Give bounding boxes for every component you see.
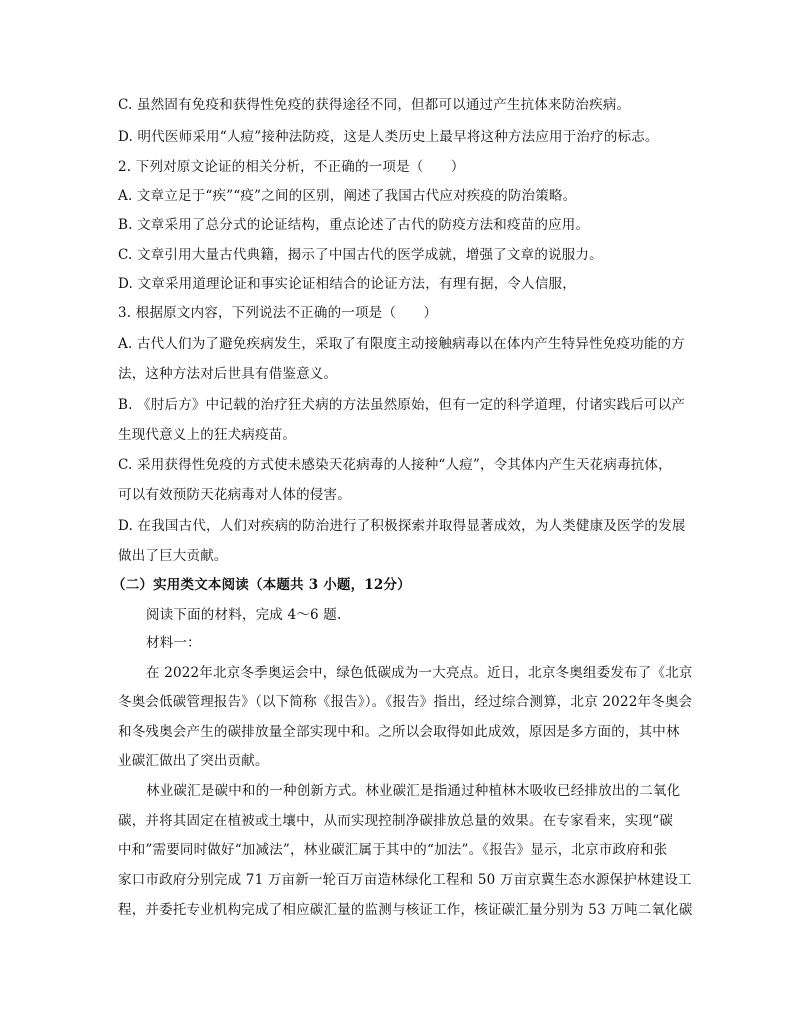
option-1c: C. 虽然固有免疫和获得性免疫的获得途径不同，但都可以通过产生抗体来防治疾病。 — [118, 97, 631, 113]
option-2b: B. 文章采用了总分式的论证结构，重点论述了古代的防疫方法和疫苗的应用。 — [118, 217, 590, 233]
section-heading: （二）实用类文本阅读（本题共 3 小题，12分） — [112, 577, 411, 593]
instruction: 阅读下面的材料，完成 4～6 题. — [146, 607, 342, 623]
para1-line3: 和冬残奥会产生的碳排放量全部实现中和。之所以会取得如此成效，原因是多方面的，其中林 — [118, 724, 680, 740]
material-label: 材料一： — [146, 635, 201, 651]
option-3b-line1: B. 《肘后方》中记载的治疗狂犬病的方法虽然原始，但有一定的科学道理，付诸实践后可以产 — [118, 397, 686, 413]
option-3d-line2: 做出了巨大贡献。 — [118, 548, 228, 564]
para1-line4: 业碳汇做出了突出贡献。 — [118, 753, 269, 769]
option-3b-line2: 生现代意义上的狂犬病疫苗。 — [118, 427, 297, 443]
option-1d: D. 明代医师采用“人痘”接种法防疫，这是人类历史上最早将这种方法应用于治疗的标志。 — [118, 129, 659, 145]
option-3d-line1: D. 在我国古代，人们对疾病的防治进行了积极探索并取得显著成效，为人类健康及医学的发展 — [118, 518, 686, 534]
para2-line4: 家口市政府分别完成 71 万亩新一轮百万亩造林绿化工程和 50 万亩京冀生态水源保护林建设工 — [118, 872, 692, 888]
para2-line2: 碳，并将其固定在植被或土壤中，从而实现控制净碳排放总量的效果。在专家看来，实现“碳 — [118, 813, 674, 829]
option-3a-line2: 法，这种方法对后世具有借鉴意义。 — [118, 366, 338, 382]
para1-line2: 冬奥会低碳管理报告》（以下简称《报告》）。《报告》指出，经过综合测算，北京 2022年冬奥会 — [118, 694, 693, 710]
option-3c-line1: C. 采用获得性免疫的方式使未感染天花病毒的人接种“人痘”，令其体内产生天花病毒抗体， — [118, 457, 672, 473]
option-2c: C. 文章引用大量古代典籍，揭示了中国古代的医学成就，增强了文章的说服力。 — [118, 247, 603, 263]
option-2a: A. 文章立足于“疾”“疫”之间的区别，阐述了我国古代应对疾疫的防治策略。 — [118, 188, 577, 204]
question-3: 3. 根据原文内容，下列说法不正确的一项是（ ） — [118, 305, 438, 321]
para2-line3: 中和”需要同时做好“加减法”，林业碳汇属于其中的“加法”。《报告》显示，北京市政府和张 — [118, 842, 668, 858]
option-3c-line2: 可以有效预防天花病毒对人体的侵害。 — [118, 487, 351, 503]
para1-line1: 在 2022年北京冬季奥运会中，绿色低碳成为一大亮点。近日，北京冬奥组委发布了《北京 — [146, 665, 693, 681]
question-2: 2. 下列对原文论证的相关分析，不正确的一项是（ ） — [118, 159, 465, 175]
para2-line5: 程，并委托专业机构完成了相应碳汇量的监测与核证工作，核证碳汇量分别为 53 万吨二氧化碳 — [118, 902, 693, 918]
para2-line1: 林业碳汇是碳中和的一种创新方式。林业碳汇是指通过种植林木吸收已经排放出的二氧化 — [146, 783, 681, 799]
option-3a-line1: A. 古代人们为了避免疾病发生，采取了有限度主动接触病毒以在体内产生特异性免疫功能的方 — [118, 336, 685, 352]
option-2d: D. 文章采用道理论证和事实论证相结合的论证方法，有理有据，令人信服， — [118, 276, 576, 292]
